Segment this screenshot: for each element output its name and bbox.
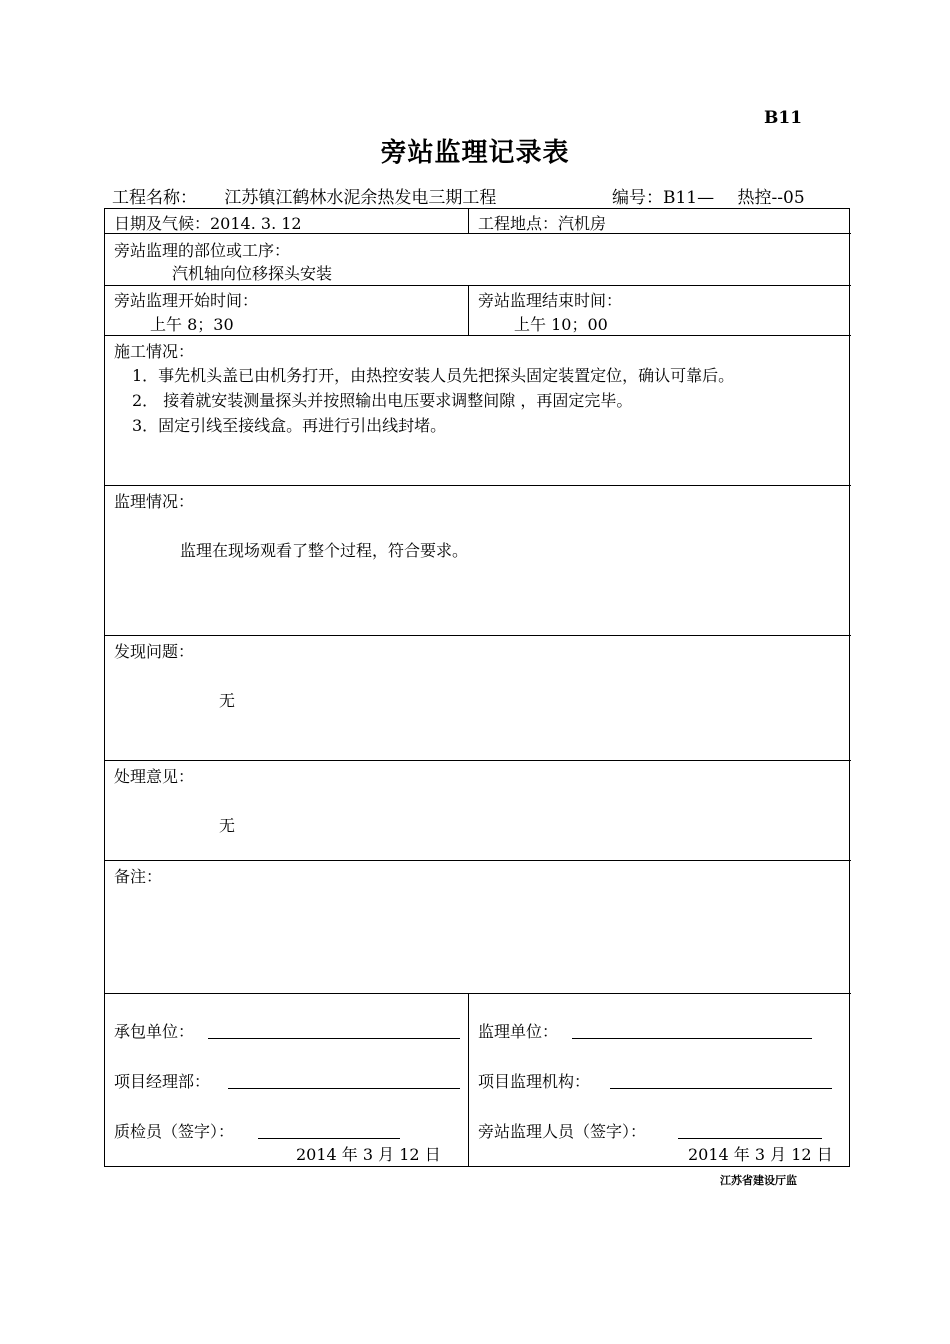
location: 工程地点：汽机房 [478, 214, 607, 233]
left-date: 2014 年 3 月 12 日 [296, 1145, 441, 1164]
start-time-value: 上午 8；30 [150, 315, 234, 334]
divider [468, 208, 469, 234]
opinion-value: 无 [219, 816, 236, 835]
project-name: 江苏镇江鹤林水泥余热发电三期工程 [202, 183, 510, 209]
divider [468, 285, 469, 335]
problems-label: 发现问题： [114, 642, 195, 661]
opinion-label: 处理意见： [114, 767, 195, 786]
remarks-label: 备注： [114, 867, 163, 886]
divider [104, 485, 851, 486]
divider [104, 335, 851, 336]
contractor-label: 承包单位： [114, 1022, 195, 1041]
form-code: B11 [764, 108, 803, 128]
number-value: 热控--05 [720, 183, 833, 209]
supervision-value: 监理在现场观看了整个过程，符合要求。 [180, 541, 469, 560]
inspector-label: 质检员（签字）： [114, 1122, 235, 1141]
inspector-signature-line[interactable] [258, 1138, 400, 1139]
agency-label: 项目监理机构： [478, 1072, 591, 1091]
date-weather: 日期及气候：2014. 3. 12 [114, 214, 302, 233]
end-time-value: 上午 10；00 [514, 315, 608, 334]
part-value: 汽机轴向位移探头安装 [172, 264, 333, 283]
construction-item: 2． 接着就安装测量探头并按照输出电压要求调整间隙 ，再固定完毕。 [132, 391, 633, 410]
divider [104, 760, 851, 761]
project-line [112, 183, 510, 209]
construction-label: 施工情况： [114, 342, 195, 361]
footer-issuer: 江苏省建设厅监 [720, 1174, 797, 1187]
part-label: 旁站监理的部位或工序： [114, 241, 291, 260]
supervisor-signature-line[interactable] [572, 1038, 812, 1039]
divider [104, 285, 851, 286]
construction-item: 3．固定引线至接线盒。再进行引出线封堵。 [132, 416, 447, 435]
end-time-label: 旁站监理结束时间： [478, 291, 623, 310]
supervisor-label: 监理单位： [478, 1022, 559, 1041]
divider [104, 635, 851, 636]
pm-signature-line[interactable] [228, 1088, 460, 1089]
pm-label: 项目经理部： [114, 1072, 211, 1091]
contractor-signature-line[interactable] [208, 1038, 460, 1039]
construction-item: 1．事先机头盖已由机务打开，由热控安装人员先把探头固定装置定位，确认可靠后。 [132, 366, 735, 385]
page-title: 旁站监理记录表 [380, 138, 570, 168]
right-date: 2014 年 3 月 12 日 [688, 1145, 833, 1164]
project-label: 工程名称： [112, 188, 197, 208]
divider [468, 993, 469, 1167]
start-time-label: 旁站监理开始时间： [114, 291, 259, 310]
number-label: 编号：B11— [612, 188, 715, 208]
record-table [104, 208, 850, 1167]
onsite-signature-line[interactable] [678, 1138, 822, 1139]
divider [104, 993, 851, 994]
divider [104, 860, 851, 861]
number-line [612, 183, 833, 209]
problems-value: 无 [219, 691, 236, 710]
onsite-label: 旁站监理人员（签字）： [478, 1122, 647, 1141]
agency-signature-line[interactable] [610, 1088, 832, 1089]
supervision-label: 监理情况： [114, 492, 195, 511]
